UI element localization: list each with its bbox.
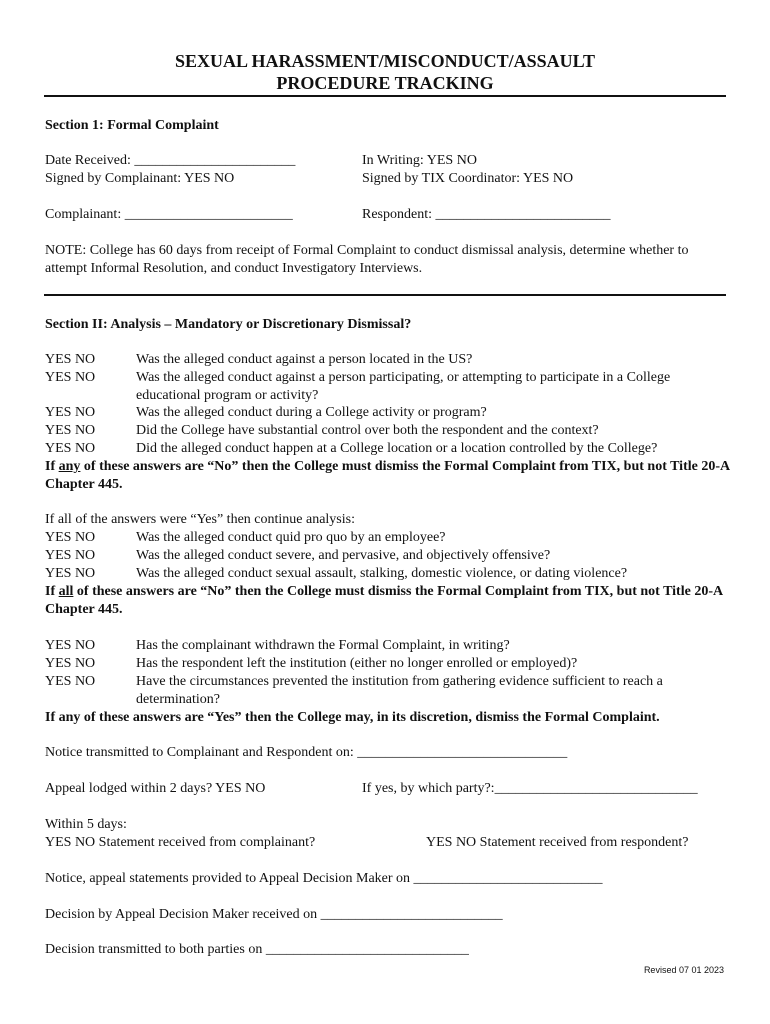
group3-result: If any of these answers are “Yes” then the College may, in its discretion, dismiss the Formal Complaint. <box>45 710 660 725</box>
decision-received-field: Decision by Appeal Decision Maker received on __________________________ <box>45 907 503 922</box>
section-rule <box>44 294 726 296</box>
appeal-lodged-field: Appeal lodged within 2 days? YES NO <box>45 781 266 796</box>
question: Was the alleged conduct quid pro quo by an employee? <box>136 530 446 545</box>
yes-no-option: YES NO <box>45 441 96 456</box>
in-writing-field: In Writing: YES NO <box>362 153 477 168</box>
title-rule <box>44 95 726 97</box>
section1-heading: Section 1: Formal Complaint <box>45 118 219 133</box>
section2-heading: Section II: Analysis – Mandatory or Discretionary Dismissal? <box>45 317 412 332</box>
yes-no-option: YES NO <box>45 656 96 671</box>
yes-no-option: YES NO <box>45 423 96 438</box>
question: Did the alleged conduct happen at a College location or a location controlled by the College? <box>136 441 658 456</box>
within-5-days-label: Within 5 days: <box>45 817 127 832</box>
revised-date: Revised 07 01 2023 <box>643 965 724 975</box>
yes-no-option: YES NO <box>45 370 96 385</box>
statement-complainant-field: YES NO Statement received from complainant? <box>45 835 316 850</box>
yes-no-option: YES NO <box>45 405 96 420</box>
group2-result: If all of these answers are “No” then the College must dismiss the Formal Complaint from TIX, but not Title 20-A Chapter 445. <box>45 584 723 617</box>
question: Was the alleged conduct severe, and pervasive, and objectively offensive? <box>136 548 551 563</box>
date-received-field: Date Received: _______________________ <box>45 153 296 168</box>
yes-no-option: YES NO <box>45 638 96 653</box>
question: Was the alleged conduct against a person located in the US? <box>136 352 473 367</box>
question: Was the alleged conduct sexual assault, stalking, domestic violence, or dating violence? <box>136 566 628 581</box>
yes-no-option: YES NO <box>45 530 96 545</box>
document-title-line1: SEXUAL HARASSMENT/MISCONDUCT/ASSAULT <box>175 51 595 71</box>
question: Have the circumstances prevented the institution from gathering evidence sufficient to reach a determination? <box>136 674 663 707</box>
question: Has the complainant withdrawn the Formal Complaint, in writing? <box>136 638 510 653</box>
decision-transmitted-field: Decision transmitted to both parties on _____________________________ <box>45 942 469 957</box>
statement-respondent-field: YES NO Statement received from respondent? <box>426 835 689 850</box>
question: Was the alleged conduct against a person participating, or attempting to participate in a College educational program or activity? <box>136 370 671 403</box>
question: Was the alleged conduct during a College activity or program? <box>136 405 487 420</box>
continue-analysis-text: If all of the answers were “Yes” then continue analysis: <box>45 512 355 527</box>
complainant-field: Complainant: ________________________ <box>45 207 293 222</box>
respondent-field: Respondent: _________________________ <box>362 207 611 222</box>
which-party-field: If yes, by which party?:_____________________________ <box>362 781 698 796</box>
yes-no-option: YES NO <box>45 566 96 581</box>
yes-no-option: YES NO <box>45 352 96 367</box>
signed-by-complainant-field: Signed by Complainant: YES NO <box>45 171 235 186</box>
document-title-line2: PROCEDURE TRACKING <box>276 73 494 93</box>
question: Did the College have substantial control over both the respondent and the context? <box>136 423 599 438</box>
notice-transmitted-field: Notice transmitted to Complainant and Respondent on: ______________________________ <box>45 745 568 760</box>
signed-by-tix-field: Signed by TIX Coordinator: YES NO <box>362 171 574 186</box>
yes-no-option: YES NO <box>45 548 96 563</box>
notice-appeal-field: Notice, appeal statements provided to Appeal Decision Maker on ___________________________ <box>45 871 603 886</box>
section1-note: NOTE: College has 60 days from receipt of Formal Complaint to conduct dismissal analysis, determine whether to attempt Informal Resolution, and conduct Investigatory Interviews. <box>45 243 689 276</box>
group1-result: If any of these answers are “No” then the College must dismiss the Formal Complaint from TIX, but not Title 20-A Chapter 445. <box>45 459 730 492</box>
yes-no-option: YES NO <box>45 674 96 689</box>
question: Has the respondent left the institution (either no longer enrolled or employed)? <box>136 656 578 671</box>
